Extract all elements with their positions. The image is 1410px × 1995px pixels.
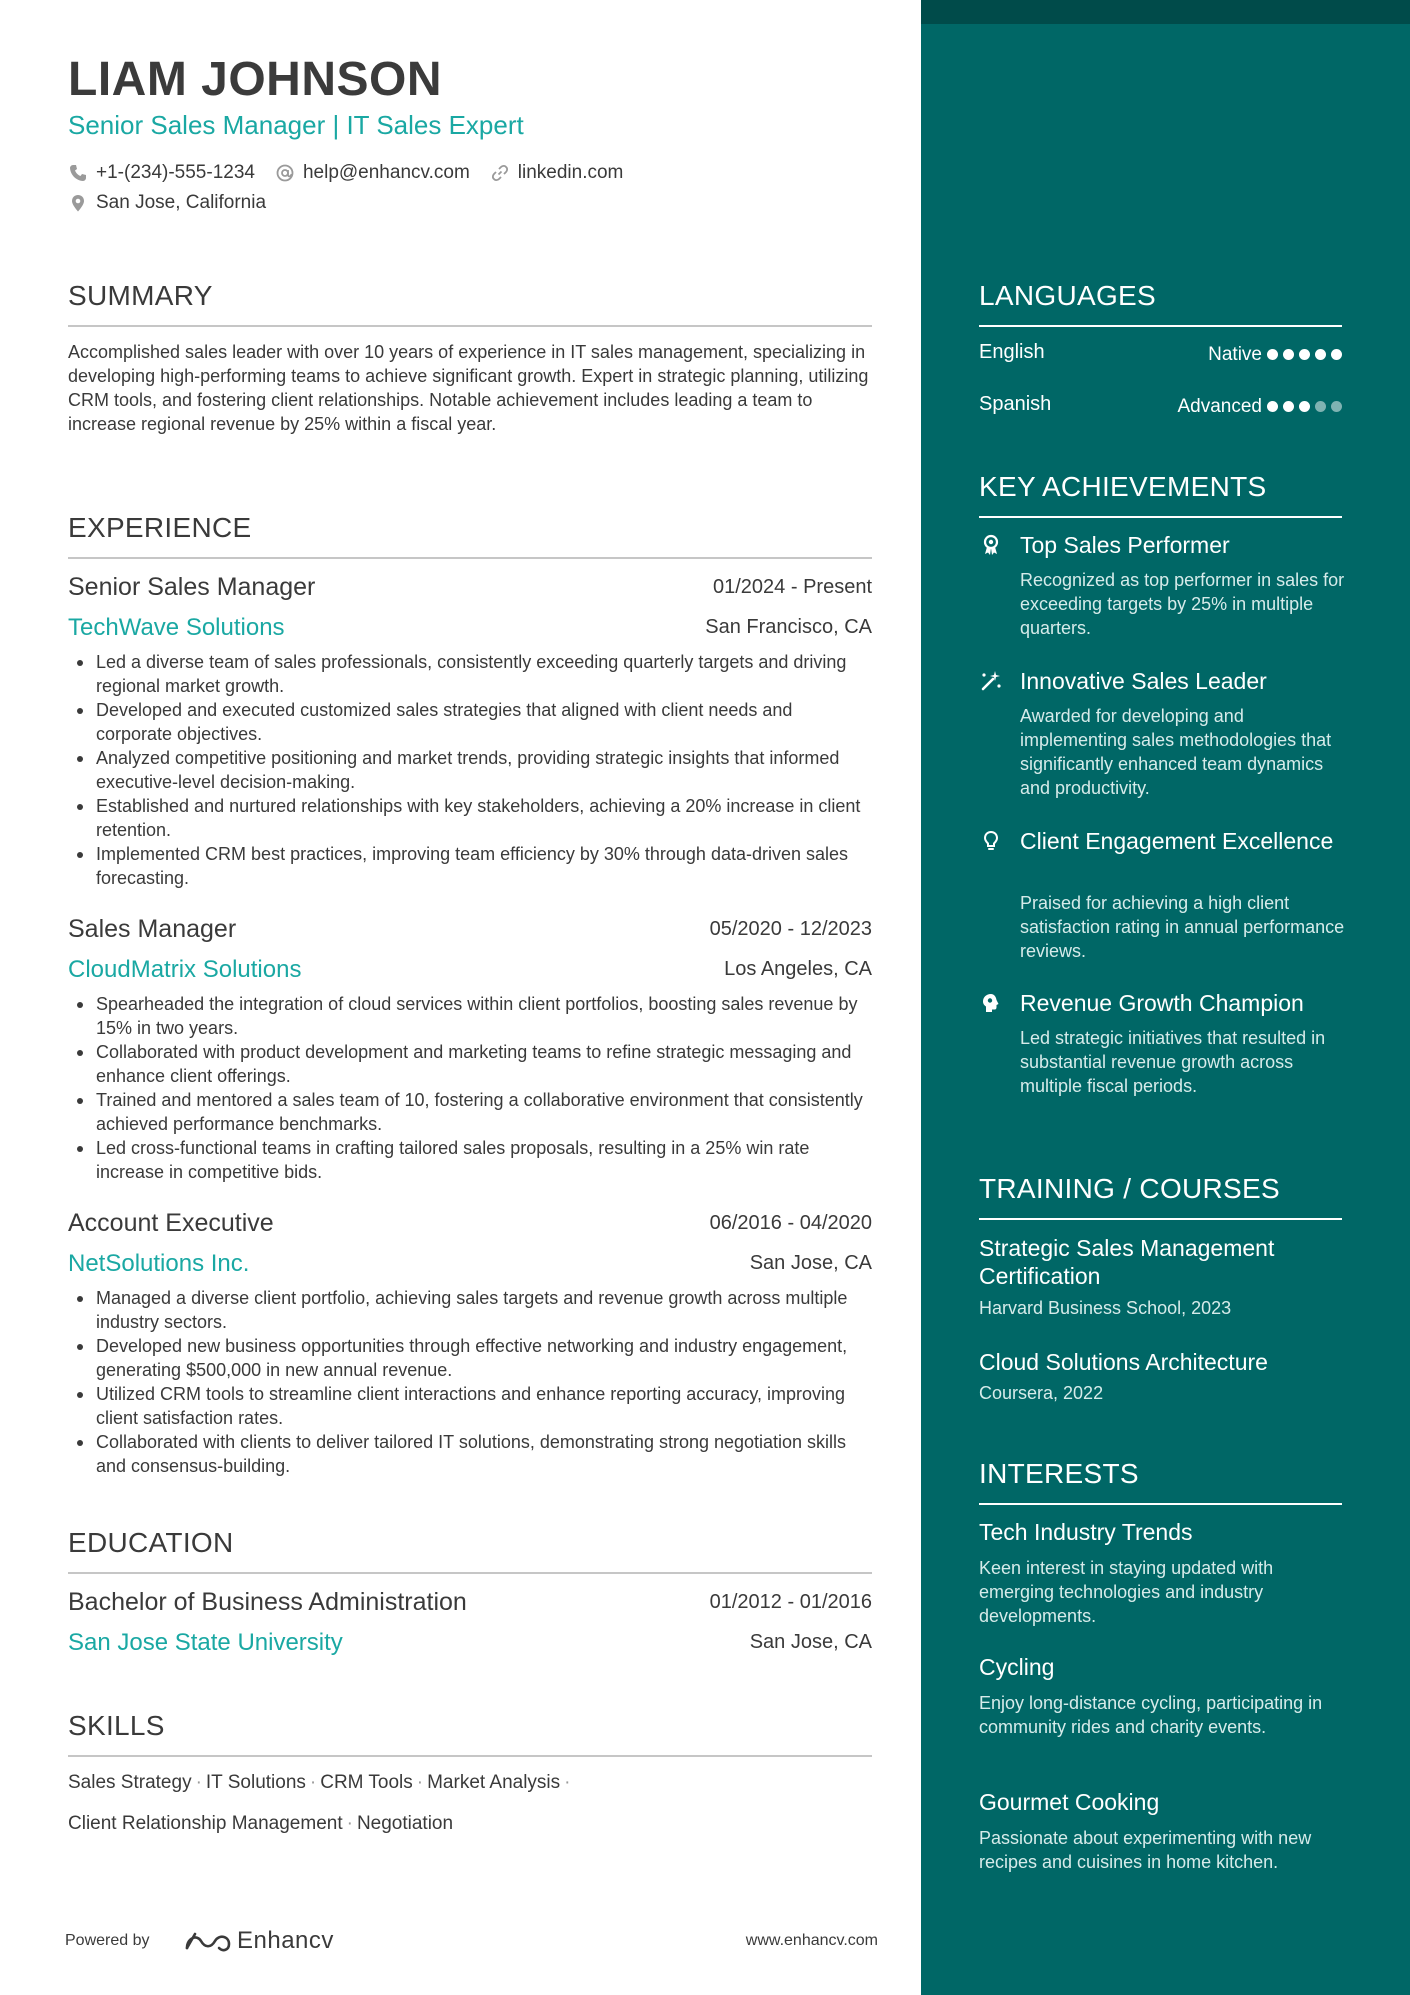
achievement-title: Client Engagement Excellence <box>1020 828 1334 854</box>
brain-icon <box>979 991 1003 1015</box>
sidebar <box>921 0 1410 1995</box>
job-company: TechWave Solutions <box>68 614 285 641</box>
summary-divider <box>68 325 872 327</box>
candidate-name: LIAM JOHNSON <box>68 53 443 106</box>
achievement-title: Top Sales Performer <box>1020 532 1230 558</box>
skills-heading: SKILLS <box>68 1710 165 1741</box>
link-icon <box>490 163 510 183</box>
contact-phone <box>68 162 255 184</box>
rating-dot-filled <box>1299 349 1310 360</box>
interest-desc: Passionate about experimenting with new recipes and cuisines in home kitchen. <box>979 1828 1312 1872</box>
achievement-title: Innovative Sales Leader <box>1020 668 1267 694</box>
list-item: Managed a diverse client portfolio, achieving sales targets and revenue growth across multiple industry sectors. <box>68 1286 872 1334</box>
rating-dot-filled <box>1267 401 1278 412</box>
phone-icon <box>68 163 88 183</box>
achievement-desc: Praised for achieving a high client satisfaction rating in annual performance reviews. <box>1020 893 1345 961</box>
list-item: Implemented CRM best practices, improving team efficiency by 30% through data-driven sales forecasting. <box>68 842 872 890</box>
languages-heading: LANGUAGES <box>979 280 1156 311</box>
job-dates: 06/2016 - 04/2020 <box>709 1212 872 1234</box>
skills-divider <box>68 1755 872 1757</box>
experience-heading: EXPERIENCE <box>68 512 252 543</box>
rating-dot-filled <box>1331 349 1342 360</box>
skill-tag: Client Relationship Management <box>68 1813 343 1834</box>
interest-title: Gourmet Cooking <box>979 1789 1160 1815</box>
location-text: San Jose, California <box>96 192 267 213</box>
job-dates: 05/2020 - 12/2023 <box>709 918 872 940</box>
language-level: Native <box>1208 344 1262 365</box>
language-name: Spanish <box>979 393 1052 415</box>
powered-by-label: Powered by <box>65 1932 150 1949</box>
contact-email <box>275 162 470 184</box>
job-bullets <box>68 1286 872 1478</box>
list-item: Analyzed competitive positioning and market trends, providing strategic insights that informed executive-level decision-making. <box>68 746 872 794</box>
enhancv-logo[interactable] <box>183 1924 334 1958</box>
enhancv-brand-text: Enhancv <box>237 1927 334 1954</box>
skill-tag: IT Solutions <box>205 1772 306 1793</box>
skills-line: Client Relationship Management · Negotiation <box>68 1813 454 1834</box>
rating-dot-filled <box>1283 401 1294 412</box>
skill-tag: CRM Tools <box>320 1772 413 1793</box>
rating-dot-filled <box>1283 349 1294 360</box>
achievement-desc: Recognized as top performer in sales for exceeding targets by 25% in multiple quarters. <box>1020 570 1345 638</box>
candidate-headline: Senior Sales Manager | IT Sales Expert <box>68 110 524 140</box>
list-item: Trained and mentored a sales team of 10, fostering a collaborative environment that consistently achieved performance benchmarks. <box>68 1088 872 1136</box>
language-rating <box>1267 349 1342 360</box>
job-title: Account Executive <box>68 1209 274 1237</box>
magic-wand-icon <box>979 669 1003 693</box>
achievement-title: Revenue Growth Champion <box>1020 990 1304 1016</box>
list-item: Developed new business opportunities through effective networking and industry engagement, generating $500,000 in new annual revenue. <box>68 1334 872 1382</box>
training-heading: TRAINING / COURSES <box>979 1173 1280 1204</box>
achievements-divider <box>979 516 1342 518</box>
skills-line: Sales Strategy · IT Solutions · CRM Tools · Market Analysis · <box>68 1772 571 1793</box>
education-degree: Bachelor of Business Administration <box>68 1588 467 1616</box>
interests-heading: INTERESTS <box>979 1458 1139 1489</box>
location-item <box>68 192 266 214</box>
course-provider: Harvard Business School, 2023 <box>979 1298 1232 1318</box>
education-divider <box>68 1572 872 1574</box>
phone-text[interactable]: +1-(234)-555-1234 <box>96 162 255 183</box>
sidebar-top-band <box>921 0 1410 24</box>
experience-divider <box>68 557 872 559</box>
list-item: Established and nurtured relationships with key stakeholders, achieving a 20% increase in client retention. <box>68 794 872 842</box>
at-sign-icon <box>275 163 295 183</box>
skill-tag: Market Analysis <box>427 1772 561 1793</box>
job-dates: 01/2024 - Present <box>713 576 872 598</box>
education-heading: EDUCATION <box>68 1527 234 1558</box>
course-title: Cloud Solutions Architecture <box>979 1349 1268 1375</box>
rating-dot-empty <box>1315 401 1326 412</box>
language-level: Advanced <box>1177 396 1262 417</box>
languages-divider <box>979 325 1342 327</box>
job-bullets <box>68 650 872 890</box>
job-bullets <box>68 992 872 1184</box>
skill-tag: Negotiation <box>356 1813 454 1834</box>
email-text[interactable]: help@enhancv.com <box>302 162 470 183</box>
language-name: English <box>979 341 1045 363</box>
job-company: CloudMatrix Solutions <box>68 956 302 983</box>
list-item: Led a diverse team of sales professionals, consistently exceeding quarterly targets and driving regional market growth. <box>68 650 872 698</box>
achievement-desc: Awarded for developing and implementing sales methodologies that significantly enhanced team dynamics and productivity. <box>1020 706 1332 798</box>
rating-dot-filled <box>1267 349 1278 360</box>
job-title: Senior Sales Manager <box>68 573 316 601</box>
education-school: San Jose State University <box>68 1629 343 1656</box>
interests-divider <box>979 1503 1342 1505</box>
interest-title: Tech Industry Trends <box>979 1519 1193 1545</box>
list-item: Spearheaded the integration of cloud services within client portfolios, boosting sales revenue by 15% in two years. <box>68 992 872 1040</box>
contact-row <box>68 162 643 184</box>
list-item: Developed and executed customized sales strategies that aligned with client needs and corporate objectives. <box>68 698 872 746</box>
summary-text: Accomplished sales leader with over 10 years of experience in IT sales management, specializing in developing high-performing teams to achieve significant growth. Expert in strategic planning, utilizing CRM tools, and fostering client relationships. Notable achievement includes leading a team to increase regional revenue by 25% within a fiscal year. <box>68 342 869 434</box>
job-location: Los Angeles, CA <box>724 958 872 980</box>
interest-desc: Enjoy long-distance cycling, participating in community rides and charity events. <box>979 1693 1323 1737</box>
course-provider: Coursera, 2022 <box>979 1383 1104 1403</box>
contact-linkedin <box>490 162 624 184</box>
list-item: Led cross-functional teams in crafting tailored sales proposals, resulting in a 25% win rate increase in competitive bids. <box>68 1136 872 1184</box>
list-item: Utilized CRM tools to streamline client interactions and enhance reporting accuracy, improving client satisfaction rates. <box>68 1382 872 1430</box>
job-title: Sales Manager <box>68 915 237 943</box>
skill-tag: Sales Strategy <box>68 1772 192 1793</box>
achievement-desc: Led strategic initiatives that resulted in substantial revenue growth across multiple fiscal periods. <box>1020 1028 1326 1096</box>
summary-heading: SUMMARY <box>68 280 213 311</box>
footer-url[interactable]: www.enhancv.com <box>745 1932 878 1949</box>
education-dates: 01/2012 - 01/2016 <box>709 1591 872 1613</box>
job-location: San Jose, CA <box>749 1252 872 1274</box>
map-pin-icon <box>68 193 88 213</box>
interest-desc: Keen interest in staying updated with emerging technologies and industry developments. <box>979 1558 1274 1626</box>
rating-dot-filled <box>1315 349 1326 360</box>
education-location: San Jose, CA <box>749 1631 872 1653</box>
achievements-heading: KEY ACHIEVEMENTS <box>979 471 1267 502</box>
interest-title: Cycling <box>979 1654 1055 1680</box>
language-rating <box>1267 401 1342 412</box>
award-ribbon-icon <box>979 533 1003 557</box>
job-location: San Francisco, CA <box>705 616 872 638</box>
job-company: NetSolutions Inc. <box>68 1250 250 1277</box>
enhancv-logo-icon <box>183 1926 233 1956</box>
list-item: Collaborated with clients to deliver tailored IT solutions, demonstrating strong negotiation skills and consensus-building. <box>68 1430 872 1478</box>
training-divider <box>979 1218 1342 1220</box>
rating-dot-empty <box>1331 401 1342 412</box>
lightbulb-icon <box>979 829 1003 853</box>
list-item: Collaborated with product development and marketing teams to refine strategic messaging and enhance client offerings. <box>68 1040 872 1088</box>
contact-location <box>68 192 286 214</box>
linkedin-text[interactable]: linkedin.com <box>517 162 624 183</box>
rating-dot-filled <box>1299 401 1310 412</box>
course-title: Strategic Sales Management Certification <box>979 1235 1275 1289</box>
